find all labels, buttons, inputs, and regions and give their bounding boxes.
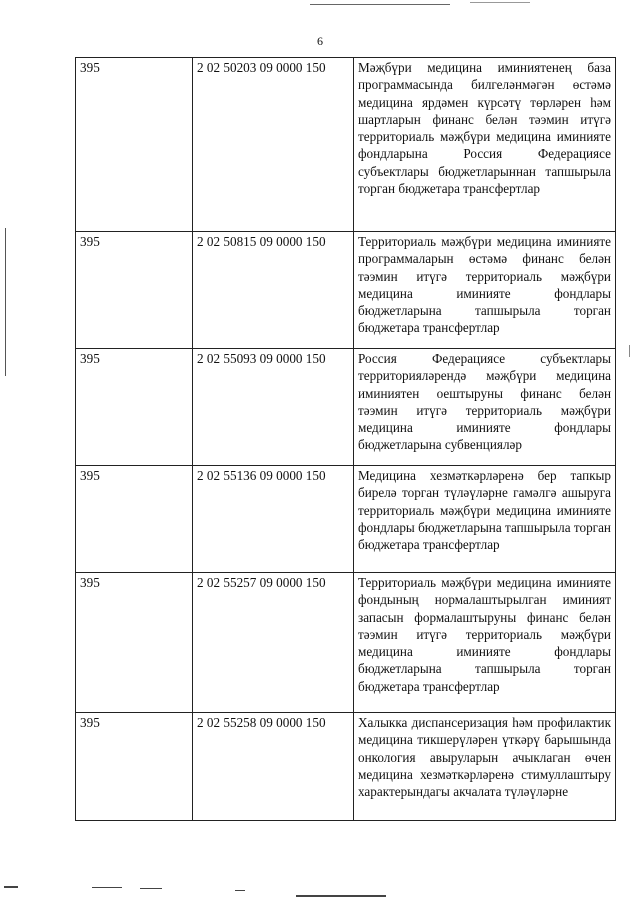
budget-code-cell: 2 02 55136 09 0000 150 bbox=[193, 466, 354, 573]
page-number: 6 bbox=[317, 34, 323, 48]
table-row bbox=[76, 232, 616, 349]
scan-artifact-top-right bbox=[470, 2, 530, 3]
description-cell: Россия Федерациясе субъектлары территорияләрендә мәҗбүри медицина иминиятен оештыруны финанс белән тәэмин итүгә территориаль мәҗбүри медицина иминияте фондлары бюджетларына субвенцияләр bbox=[354, 349, 616, 466]
admin-code-cell: 395 bbox=[76, 58, 193, 232]
table-row bbox=[76, 349, 616, 466]
table-row bbox=[76, 466, 616, 573]
admin-code-cell: 395 bbox=[76, 713, 193, 821]
description-cell: Территориаль мәҗбүри медицина иминияте фондының нормалаштырылган иминият запасын формалаштыруны финанс белән тәэмин итүгә территориаль мәҗбүри медицина иминияте фондлары бюджетларына тапшырыла торган бюджетара трансфертлар bbox=[354, 573, 616, 713]
budget-code-cell: 2 02 50203 09 0000 150 bbox=[193, 58, 354, 232]
scan-artifact-right-margin bbox=[629, 345, 630, 357]
table-row bbox=[76, 58, 616, 232]
budget-code-cell: 2 02 55257 09 0000 150 bbox=[193, 573, 354, 713]
budget-codes-table bbox=[75, 57, 616, 821]
scan-artifact-bottom-left bbox=[4, 886, 18, 888]
table-row bbox=[76, 713, 616, 821]
budget-code-cell: 2 02 55093 09 0000 150 bbox=[193, 349, 354, 466]
description-cell: Мәҗбүри медицина иминиятенең база программасында билгеләнмәгән өстәмә медицина ярдәмен күрсәтү төрләрен һәм шартларын финанс белән тәэмин итүгә территориаль мәҗбүри медицина иминияте фондларына Россия Федерациясе субъектлары бюджетларыннан тапшырыла торган бюджетара трансфертлар bbox=[354, 58, 616, 232]
scan-artifact-left-margin bbox=[5, 228, 6, 376]
scan-artifact-top bbox=[310, 4, 450, 5]
description-cell: Халыкка диспансеризация һәм профилактик медицина тикшерүләрен үткәрү барышында онкология авыруларын ачыклаган өчен медицина хезмәткәрләренә стимуллаштыру характерындагы акчалата түләүләрне bbox=[354, 713, 616, 821]
scan-artifact-bottom-center2 bbox=[235, 890, 245, 891]
scan-artifact-bottom-center bbox=[296, 895, 386, 897]
admin-code-cell: 395 bbox=[76, 349, 193, 466]
budget-code-cell: 2 02 55258 09 0000 150 bbox=[193, 713, 354, 821]
scan-artifact-bottom-mid bbox=[92, 887, 122, 888]
table-row bbox=[76, 573, 616, 713]
admin-code-cell: 395 bbox=[76, 573, 193, 713]
admin-code-cell: 395 bbox=[76, 466, 193, 573]
budget-code-cell: 2 02 50815 09 0000 150 bbox=[193, 232, 354, 349]
description-cell: Медицина хезмәткәрләренә бер тапкыр бирелә торган түләүләрне гамәлгә ашыруга территориаль мәҗбүри медицина иминияте фондлары бюджетларына тапшырыла торган бюджетара трансфертлар bbox=[354, 466, 616, 573]
scan-artifact-bottom-mid2 bbox=[140, 888, 162, 889]
description-cell: Территориаль мәҗбүри медицина иминияте программаларын өстәмә финанс белән тәэмин итүгә территориаль мәҗбүри медицина иминияте фондлары бюджетларына тапшырыла торган бюджетара трансфертлар bbox=[354, 232, 616, 349]
admin-code-cell: 395 bbox=[76, 232, 193, 349]
